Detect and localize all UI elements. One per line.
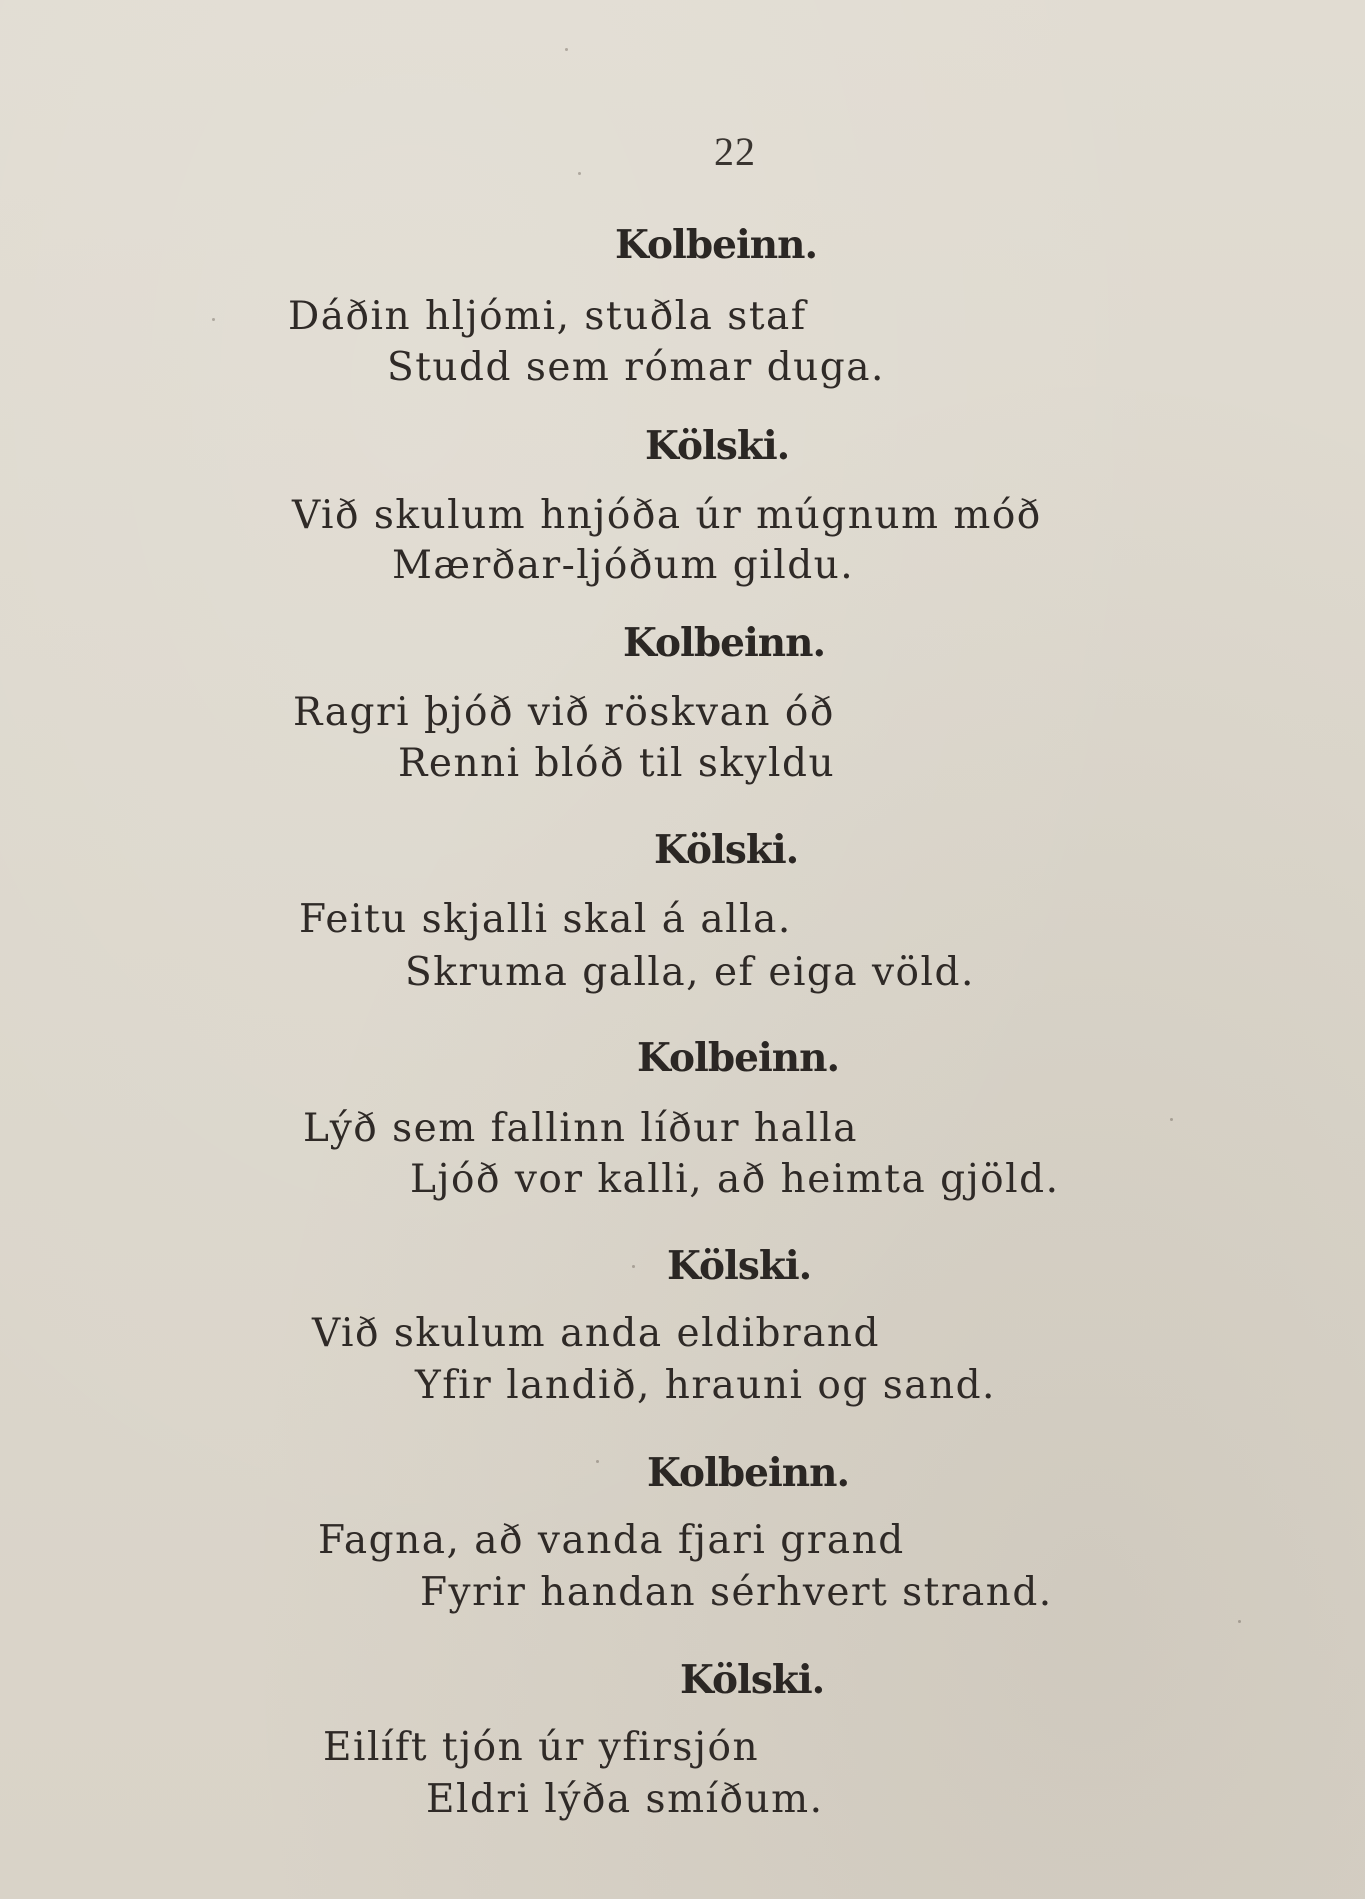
speaker-name: Kolbeinn. xyxy=(637,1035,840,1081)
paper-speck xyxy=(212,318,215,321)
verse-line: Feitu skjalli skal á alla. xyxy=(299,897,792,942)
verse-line: Dáðin hljómi, stuðla staf xyxy=(288,294,807,339)
paper-speck xyxy=(1170,1118,1173,1121)
verse-line: Ljóð vor kalli, að heimta gjöld. xyxy=(410,1157,1060,1202)
paper-speck xyxy=(565,48,568,51)
verse-line: Fagna, að vanda fjari grand xyxy=(318,1518,905,1563)
verse-line: Studd sem rómar duga. xyxy=(387,345,885,390)
verse-line: Við skulum anda eldibrand xyxy=(312,1311,880,1356)
speaker-name: Kölski. xyxy=(654,827,799,873)
speaker-name: Kölski. xyxy=(667,1243,812,1289)
verse-line: Fyrir handan sérhvert strand. xyxy=(420,1570,1053,1615)
verse-line: Yfir landið, hrauni og sand. xyxy=(415,1363,996,1408)
paper-speck xyxy=(578,172,581,175)
verse-line: Mærðar-ljóðum gildu. xyxy=(392,543,855,588)
speaker-name: Kölski. xyxy=(680,1657,825,1703)
speaker-name: Kölski. xyxy=(645,423,790,469)
verse-line: Lýð sem fallinn líður halla xyxy=(303,1106,858,1151)
paper-speck xyxy=(1238,1620,1241,1623)
paper-speck xyxy=(596,1460,599,1463)
verse-line: Við skulum hnjóða úr múgnum móð xyxy=(292,493,1042,538)
verse-line: Skruma galla, ef eiga völd. xyxy=(405,950,975,995)
page-number: 22 xyxy=(714,129,756,174)
verse-line: Renni blóð til skyldu xyxy=(398,741,836,786)
verse-line: Eldri lýða smíðum. xyxy=(426,1777,824,1822)
speaker-name: Kolbeinn. xyxy=(647,1450,850,1496)
verse-line: Eilíft tjón úr yfirsjón xyxy=(323,1725,760,1770)
speaker-name: Kolbeinn. xyxy=(615,222,818,268)
paper-speck xyxy=(632,1265,635,1268)
verse-line: Ragri þjóð við röskvan óð xyxy=(293,690,835,735)
speaker-name: Kolbeinn. xyxy=(623,620,826,666)
